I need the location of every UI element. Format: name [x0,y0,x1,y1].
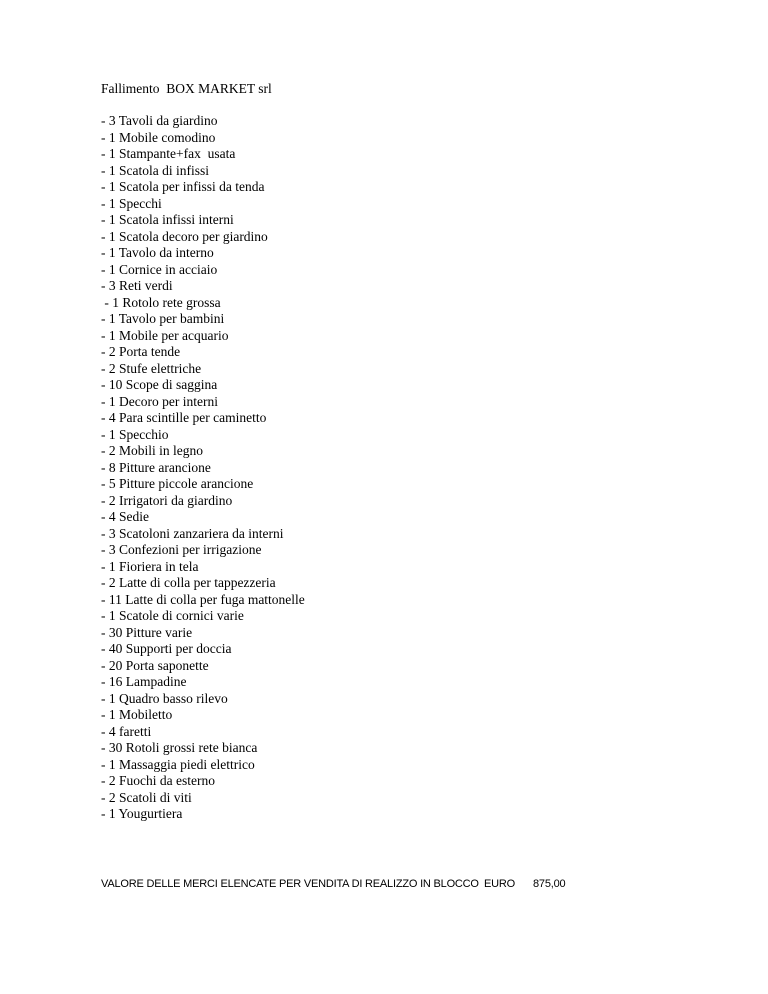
list-item: - 1 Fioriera in tela [101,558,199,574]
list-item: - 1 Stampante+fax usata [101,146,236,161]
list-item: - 1 Specchio [101,426,169,442]
list-item: - 8 Pitture arancione [101,459,211,475]
list-item: - 2 Fuochi da esterno [101,773,215,788]
list-item: - 1 Scatola per infissi da tenda [101,179,265,194]
list-item: - 4 faretti [101,723,152,739]
list-item: - 1 Scatola infissi interni [101,212,234,227]
list-item: - 1 Mobile per acquario [101,327,229,343]
list-item: - 2 Scatoli di viti [101,789,192,805]
list-item: - 11 Latte di colla per fuga mattonelle [101,591,305,607]
list-item: - 10 Scope di saggina [101,377,218,392]
list-item: - 4 Para scintille per caminetto [101,410,267,425]
list-item: - 2 Mobili in legno [101,443,203,458]
list-item: - 2 Latte di colla per tappezzeria [101,575,276,590]
list-item: - 2 Irrigatori da giardino [101,492,233,508]
list-item: - 16 Lampadine [101,674,187,689]
valuation-description: VALORE DELLE MERCI ELENCATE PER VENDITA DI REALIZZO IN BLOCCO [101,878,479,890]
list-item: - 1 Decoro per interni [101,393,218,409]
inventory-list [101,113,305,823]
document-title: Fallimento BOX MARKET srl [101,81,272,96]
list-item: - 30 Rotoli grossi rete bianca [101,740,258,755]
list-item: - 1 Specchi [101,195,162,211]
list-item: - 3 Tavoli da giardino [101,113,218,128]
list-item: - 1 Mobiletto [101,707,173,722]
list-item: - 3 Confezioni per irrigazione [101,542,262,557]
list-item: - 1 Scatola di infissi [101,162,209,178]
list-item: - 1 Yougurtiera [101,806,183,821]
list-item: - 1 Scatole di cornici varie [101,608,244,623]
list-item: - 2 Porta tende [101,344,181,359]
list-item: - 5 Pitture piccole arancione [101,476,254,491]
list-item: - 1 Cornice in acciaio [101,261,218,277]
list-item: - 30 Pitture varie [101,624,193,640]
list-item: - 1 Massaggia piedi elettrico [101,756,255,772]
valuation-amount: 875,00 [533,878,566,890]
valuation-line [101,877,566,947]
list-item: - 40 Supporti per doccia [101,641,232,656]
list-item: - 4 Sedie [101,509,149,524]
list-item: - 3 Scatoloni zanzariera da interni [101,525,284,541]
list-item: - 1 Tavolo da interno [101,245,214,260]
list-item: - 1 Rotolo rete grossa [101,294,221,310]
list-item: - 3 Reti verdi [101,278,173,293]
list-item: - 1 Scatola decoro per giardino [101,228,268,244]
list-item: - 1 Quadro basso rilevo [101,690,228,706]
list-item: - 20 Porta saponette [101,657,209,673]
list-item: - 1 Tavolo per bambini [101,311,225,326]
valuation-currency: EURO [484,878,515,890]
list-item: - 2 Stufe elettriche [101,360,202,376]
list-item: - 1 Mobile comodino [101,129,216,145]
